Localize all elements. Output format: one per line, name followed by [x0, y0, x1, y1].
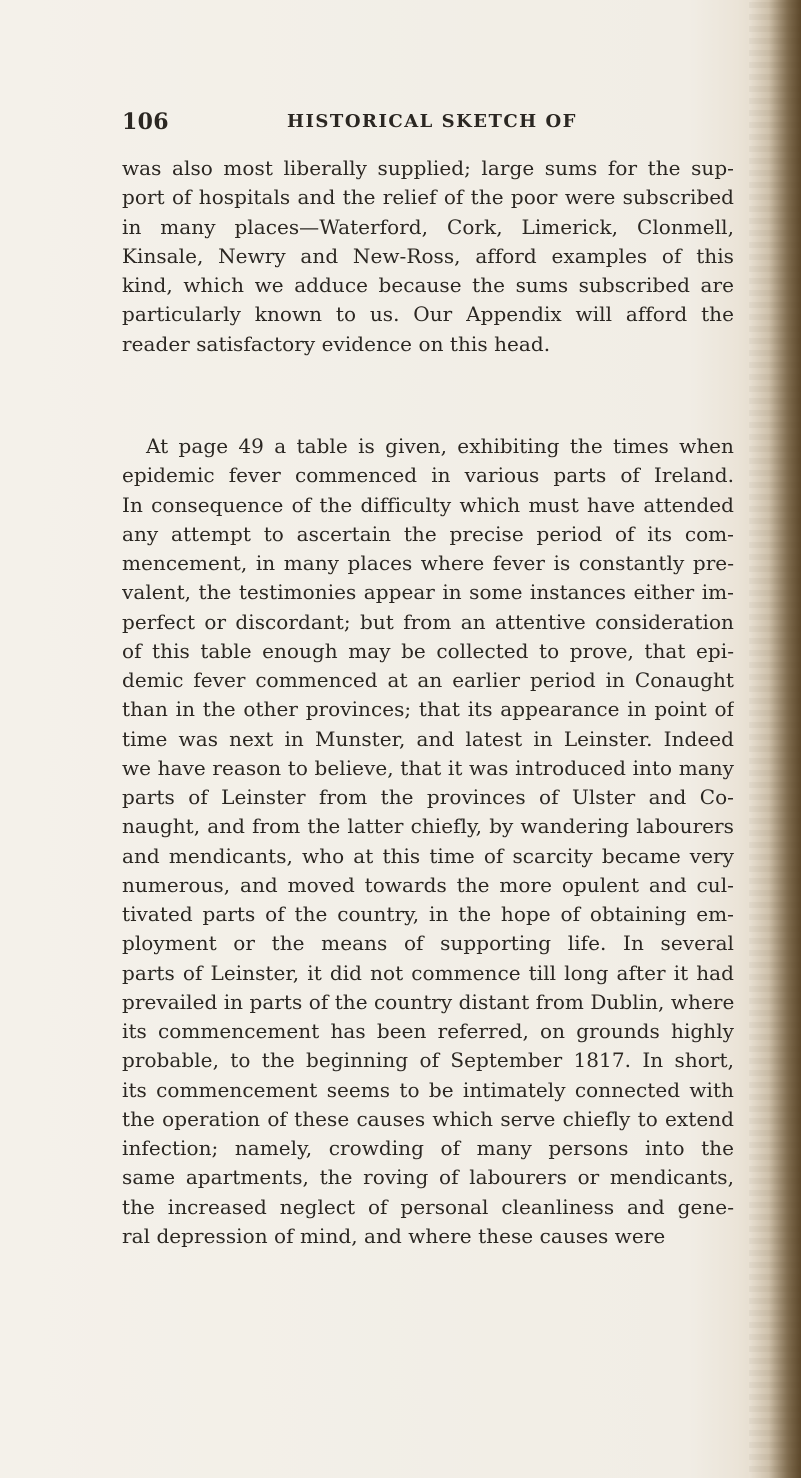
paragraph-2-line-19: parts of Leinster, it did not commence till long after it had	[122, 960, 734, 985]
paragraph-1	[122, 154, 734, 394]
paragraph-2-line-27: the increased neglect of personal cleanliness and gene-	[122, 1194, 734, 1219]
running-head: HISTORICAL SKETCH OF	[287, 111, 577, 132]
page-number: 106	[122, 109, 169, 135]
paragraph-2-line-13: parts of Leinster from the provinces of Ulster and Co-	[122, 785, 734, 809]
paragraph-2-line-6: valent, the testimonies appear in some instances either im-	[122, 580, 734, 605]
paragraph-2-line-16: numerous, and moved towards the more opulent and cul-	[122, 872, 734, 897]
paragraph-2-line-21: its commencement has been referred, on grounds highly	[122, 1019, 734, 1043]
paragraph-2-line-25: infection; namely, crowding of many persons into the	[122, 1136, 734, 1160]
paragraph-2-line-7: perfect or discordant; but from an attentive consideration	[122, 609, 734, 634]
paragraph-2-line-15: and mendicants, who at this time of scarcity became very	[122, 843, 734, 868]
paragraph-1-line-3: in many places—Waterford, Cork, Limerick, Clonmell,	[122, 214, 734, 239]
paragraph-2-line-4: any attempt to ascertain the precise period of its com-	[122, 521, 734, 546]
paragraph-2-line-8: of this table enough may be collected to prove, that epi-	[122, 638, 734, 663]
paragraph-1-line-1: was also most liberally supplied; large sums for the sup-	[122, 156, 734, 180]
paragraph-1-line-7: reader satisfactory evidence on this head.	[122, 331, 551, 356]
page-edge-shadow	[749, 0, 801, 1478]
paragraph-2-line-3: In consequence of the difficulty which must have attended	[122, 492, 734, 517]
paragraph-2-line-11: time was next in Munster, and latest in Leinster. Indeed	[122, 726, 734, 751]
paragraph-1-line-4: Kinsale, Newry and New-Ross, afford examples of this	[122, 243, 734, 268]
paragraph-2	[122, 432, 734, 1390]
paragraph-2-line-18: ployment or the means of supporting life. In several	[122, 931, 734, 956]
paragraph-2-line-28: ral depression of mind, and where these causes were	[122, 1223, 666, 1248]
paragraph-1-line-6: particularly known to us. Our Appendix will afford the	[122, 302, 734, 327]
paragraph-2-line-12: we have reason to believe, that it was introduced into many	[122, 755, 734, 780]
paragraph-2-line-23: its commencement seems to be intimately connected with	[122, 1077, 734, 1102]
paragraph-2-line-17: tivated parts of the country, in the hope of obtaining em-	[122, 902, 734, 926]
paragraph-2-line-1: At page 49 a table is given, exhibiting the times when	[146, 434, 734, 458]
paragraph-2-line-26: same apartments, the roving of labourers or mendicants,	[122, 1165, 734, 1190]
paragraph-2-line-9: demic fever commenced at an earlier period in Conaught	[122, 668, 734, 692]
paragraph-2-line-5: mencement, in many places where fever is constantly pre-	[122, 551, 734, 575]
paragraph-1-line-2: port of hospitals and the relief of the poor were subscribed	[122, 185, 734, 210]
paragraph-2-line-2: epidemic fever commenced in various parts of Ireland.	[122, 463, 734, 488]
paragraph-1-line-5: kind, which we adduce because the sums subscribed are	[122, 273, 734, 297]
paragraph-2-line-10: than in the other provinces; that its appearance in point of	[122, 697, 734, 722]
paragraph-2-line-22: probable, to the beginning of September 1817. In short,	[122, 1048, 734, 1073]
paragraph-2-line-20: prevailed in parts of the country distant from Dublin, where	[122, 989, 734, 1014]
paragraph-2-line-14: naught, and from the latter chiefly, by wandering labourers	[122, 814, 734, 839]
page-header	[122, 109, 692, 141]
paragraph-2-line-24: the operation of these causes which serve chiefly to extend	[122, 1106, 734, 1131]
